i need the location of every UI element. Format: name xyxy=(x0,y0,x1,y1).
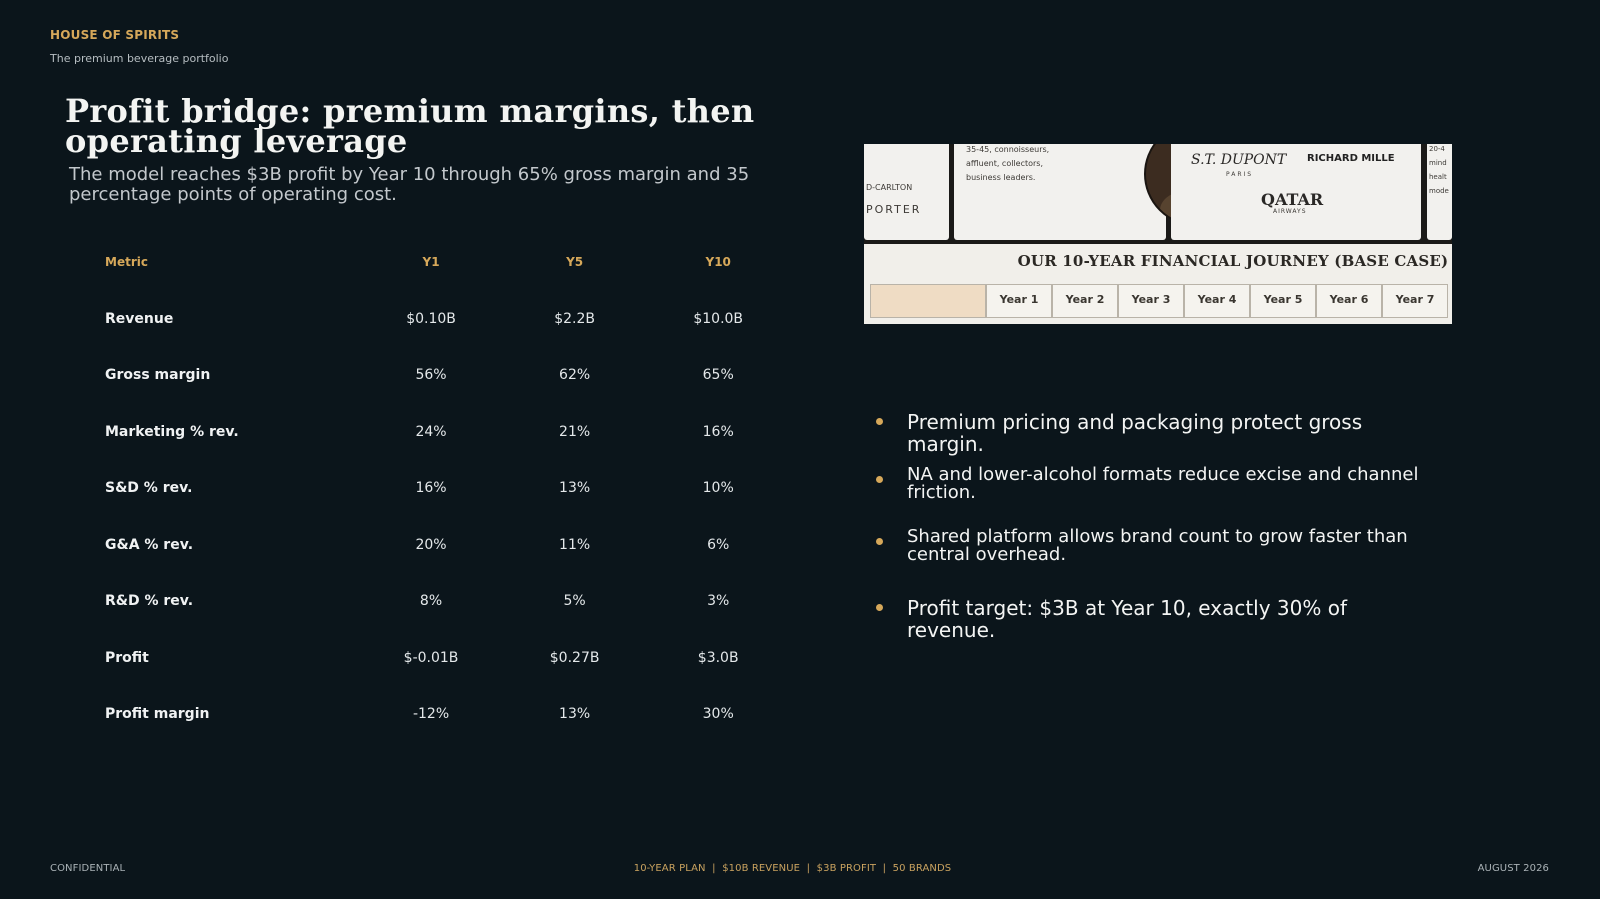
partner-logos-card xyxy=(1171,144,1421,240)
card-text: business leaders. xyxy=(966,173,1036,182)
year-header: Year 1 xyxy=(986,284,1052,318)
year-header: Year 6 xyxy=(1316,284,1382,318)
richard-mille-logo: RICHARD MILLE xyxy=(1307,153,1395,164)
cell-y5: $2.2B xyxy=(554,310,595,327)
bullet-dot-icon xyxy=(876,476,883,483)
partner-card-left xyxy=(864,144,949,240)
cell-y10: 16% xyxy=(702,423,734,440)
slide-subtitle: The model reaches $3B profit by Year 10 through 65% gross margin and 35 percentage points of operating cost. xyxy=(69,164,750,205)
bullet-dot-icon xyxy=(876,604,883,611)
header-y10: Y10 xyxy=(705,255,731,270)
cell-y1: 16% xyxy=(415,480,447,497)
footer-confidential: CONFIDENTIAL xyxy=(50,863,126,874)
bullet-text: Shared platform allows brand count to grow faster than central overhead. xyxy=(907,526,1408,565)
cell-y10: $10.0B xyxy=(693,310,744,327)
header-y1: Y1 xyxy=(422,255,440,270)
cell-y5: 13% xyxy=(559,480,591,497)
qatar-logo: QATAR xyxy=(1261,190,1324,209)
cell-y1: $0.10B xyxy=(406,310,456,327)
table-row xyxy=(90,291,790,348)
row-label: Profit margin xyxy=(105,706,210,723)
row-label: R&D % rev. xyxy=(105,593,194,610)
footer-plan-summary: 10-YEAR PLAN | $10B REVENUE | $3B PROFIT | 50 BRANDS xyxy=(633,863,952,874)
year-header: Year 5 xyxy=(1250,284,1316,318)
table-row xyxy=(90,517,790,574)
row-label: Profit xyxy=(105,649,149,666)
cell-y1: 24% xyxy=(415,423,447,440)
table-row xyxy=(90,404,790,461)
cell-y1: 20% xyxy=(415,536,447,553)
card-text: affluent, collectors, xyxy=(966,159,1044,168)
bullet-text: Premium pricing and packaging protect gross margin. xyxy=(907,410,1363,456)
year-header: Year 7 xyxy=(1382,284,1448,318)
journey-year-table xyxy=(870,284,1448,318)
table-row xyxy=(90,573,790,630)
journey-heading: OUR 10-YEAR FINANCIAL JOURNEY (BASE CASE) xyxy=(1017,252,1449,270)
list-item xyxy=(870,597,1430,641)
table-row xyxy=(90,686,790,743)
cell-y10: 3% xyxy=(707,593,730,610)
persona-card xyxy=(954,144,1166,240)
row-label: Gross margin xyxy=(105,367,211,384)
cell-y1: 56% xyxy=(415,367,447,384)
row-label: Marketing % rev. xyxy=(105,423,239,440)
bullet-text: NA and lower-alcohol formats reduce excise and channel friction. xyxy=(907,464,1419,503)
bullet-dot-icon xyxy=(876,538,883,545)
cell-y1: 8% xyxy=(419,593,443,610)
list-item xyxy=(870,528,1430,564)
table-row xyxy=(90,630,790,687)
table-row xyxy=(90,347,790,404)
cell-y10: 10% xyxy=(702,480,734,497)
dupont-logo: S.T. DUPONT xyxy=(1191,152,1287,168)
card-text: mode xyxy=(1429,187,1449,195)
brand-name: HOUSE OF SPIRITS xyxy=(50,28,180,42)
cell-y10: 6% xyxy=(707,536,730,553)
card-text: mind xyxy=(1429,159,1447,167)
row-label: G&A % rev. xyxy=(105,536,194,553)
header-metric: Metric xyxy=(105,255,148,270)
cell-y10: 30% xyxy=(702,706,734,723)
cell-y5: 11% xyxy=(559,536,591,553)
card-text: PARIS xyxy=(1226,171,1254,178)
table-header-row xyxy=(90,234,790,291)
card-text: healt xyxy=(1429,173,1447,181)
slide-title: Profit bridge: premium margins, then operating leverage xyxy=(65,92,755,160)
year-header: Year 2 xyxy=(1052,284,1118,318)
card-text: 20-4 xyxy=(1429,145,1445,153)
list-item xyxy=(870,466,1430,502)
financial-journey-photo xyxy=(864,144,1452,324)
row-label: Revenue xyxy=(105,310,174,327)
bullet-text: Profit target: $3B at Year 10, exactly 30% of revenue. xyxy=(907,596,1347,642)
cell-y5: 13% xyxy=(559,706,591,723)
partner-card-right xyxy=(1427,144,1452,240)
row-label: S&D % rev. xyxy=(105,480,193,497)
list-item xyxy=(870,411,1430,455)
card-text: D-CARLTON xyxy=(866,183,913,192)
year-header: Year 3 xyxy=(1118,284,1184,318)
year-table-corner xyxy=(870,284,986,318)
cell-y5: $0.27B xyxy=(549,649,600,666)
metrics-table xyxy=(90,234,790,743)
cell-y1: -12% xyxy=(412,706,450,723)
cell-y5: 21% xyxy=(559,423,591,440)
brand-block xyxy=(50,28,228,65)
year-header: Year 4 xyxy=(1184,284,1250,318)
cell-y5: 62% xyxy=(559,367,591,384)
header-y5: Y5 xyxy=(566,255,584,270)
cell-y1: $-0.01B xyxy=(403,649,459,666)
brand-tagline: The premium beverage portfolio xyxy=(50,52,229,65)
footer-date: AUGUST 2026 xyxy=(1477,863,1549,874)
cell-y10: 65% xyxy=(702,367,734,384)
bullet-dot-icon xyxy=(876,418,883,425)
cell-y5: 5% xyxy=(563,593,586,610)
card-text: 35-45, connoisseurs, xyxy=(966,145,1050,154)
card-text: AIRWAYS xyxy=(1273,208,1307,215)
card-text: PORTER xyxy=(866,203,922,216)
table-row xyxy=(90,460,790,517)
cell-y10: $3.0B xyxy=(697,649,739,666)
